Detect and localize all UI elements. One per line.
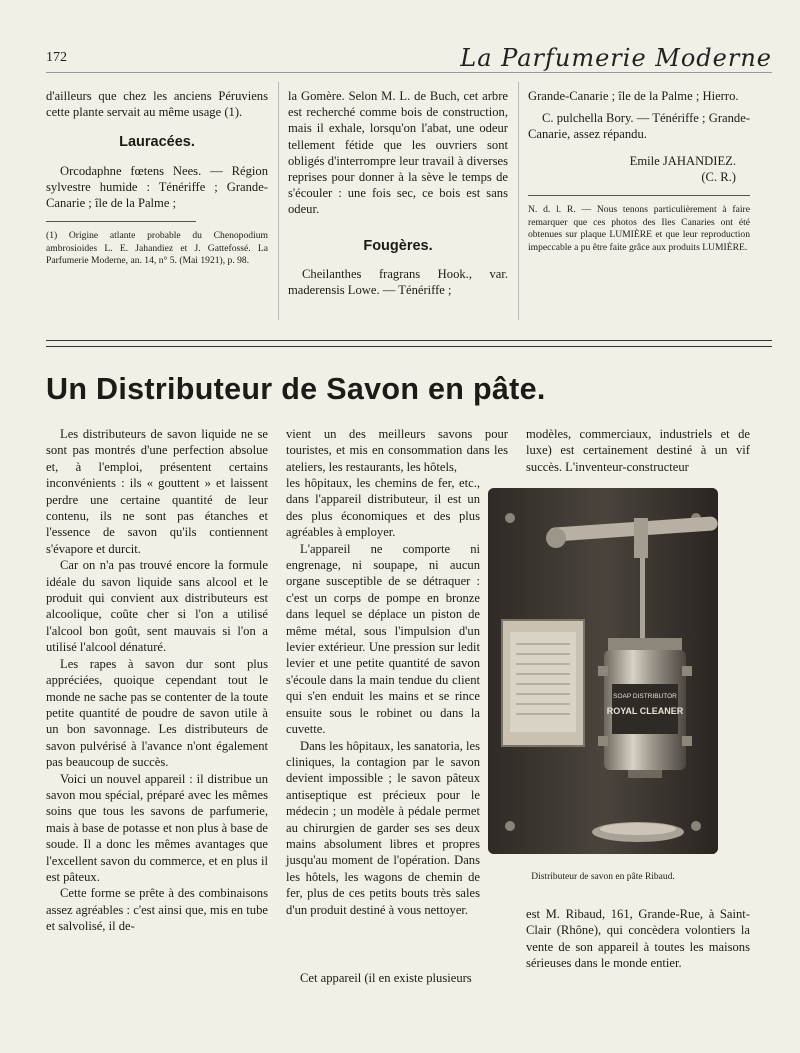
article-column-3 [526,426,750,475]
top-col2-paragraph-2: Cheilanthes fragrans Hook., var. maderensis Lowe. — Ténériffe ; [288,266,508,298]
soap-distributor-illustration [488,488,718,854]
article-column-2-top [286,426,508,475]
figure-caption: Distributeur de savon en pâte Ribaud. [531,872,675,882]
author-signature: Emile JAHANDIEZ. [629,153,736,168]
article-column-1 [46,426,268,935]
article-paragraph: Car on n'a pas trouvé encore la formule idéale du savon liquide sans alcool et le produit qui convient aux distributeurs est alcoolique, coûte cher si l'on a utilisé l'alcool bon goût, sent mauvais si l'on a utilisé l'alcool dénaturé. [46,558,268,655]
column-divider [518,82,519,320]
article-paragraph: vient un des meilleurs savons pour touristes, et mis en consommation dans les ateliers, les restaurants, les hôtels, [286,427,508,474]
top-column-1 [46,88,268,268]
top-column-3 [528,88,750,254]
column-divider [278,82,279,320]
top-col1-paragraph-2: Orcodaphne fœtens Nees. — Région sylvestre humide : Ténériffe ; Grande-Canarie ; île de la Palme ; [46,163,268,211]
top-column-2 [288,88,508,298]
article-column-3-bottom [526,906,750,972]
journal-masthead: La Parfumerie Moderne [460,44,772,72]
soap-distributor-photo [488,488,718,854]
article-paragraph: Cette forme se prête à des combinaisons assez agréables : c'est ainsi que, mis en tube et salvolisé, il de- [46,886,268,934]
author-initials: (C. R.) [701,169,736,184]
article-column-2 [286,475,480,918]
article-paragraph: modèles, commerciaux, industriels et de luxe) est certainement destiné à un vif succès. L'inventeur-constructeur [526,427,750,474]
editor-note: N. d. l. R. — Nous tenons particulièrement à faire remarquer que ces photos des Iles Canaries ont été obtenues sur plaque LUMIÈRE et que leur reproduction impeccable a pu être faite grâce aux produits LUMIÈRE. [528,204,750,253]
top-col1-paragraph: d'ailleurs que chez les anciens Péruviens cette plante servait au même usage (1). [46,89,268,120]
top-col2-paragraph: la Gomère. Selon M. L. de Buch, cet arbre est recherché comme bois de construction, mais il exhale, lorsqu'on l'abat, une odeur tellement fétide que les ouvriers sont obligés d'interrompre leur travail à diverses reprises pour donner à la sève le temps de s'écouler : une fois sec, ce bois est sans odeur. [288,89,508,217]
note-rule [528,195,750,196]
masthead-rule [46,72,772,73]
device-label-line1: SOAP DISTRIBUTOR [613,693,677,700]
article-paragraph: Voici un nouvel appareil : il distribue un savon mou spécial, préparé avec les mêmes soins que tous les savons de parfumerie, mais à base de potasse et non plus à base de soude. Il a donc les mêmes avantages que l'excellent savon du commerce, et en plus il est pâteux. [46,771,268,884]
device-label-line2: ROYAL CLEANER [606,706,684,716]
footnote: (1) Origine atlante probable du Chenopodium ambrosioides L. E. Jahandiez et J. Gattefossé. La Parfumerie Moderne, an. 14, n° 5. (Mai 1921), p. 98. [46,230,268,267]
page-number: 172 [46,50,67,65]
heading-fougeres: Fougères. [363,237,433,254]
article-paragraph: Cet appareil (il en existe plusieurs [300,971,472,985]
article-paragraph: Dans les hôpitaux, les sanatoria, les cliniques, la contagion par le savon devient impossible ; le savon pâteux antiseptique est précieux pour le médecin ; un modèle à pédale permet au chirurgien de garder ses ses deux mains absolument libres et propres jusqu'au moment de l'opération. Dans les hôtels, les wagons de chemin de fer, plus de ces petits bouts très sales d'un produit destiné à vous nettoyer. [286,738,480,917]
article-paragraph: Les rapes à savon dur sont plus appréciées, quoique cependant tout le monde ne sache pas se contenter de la toute petite quantité de poudre de savon utile à un bon savonnage. Les distributeurs de savon pulvérisé à l'avance n'ont également pas beaucoup de succès. [46,656,268,770]
article-paragraph: Les distributeurs de savon liquide ne se sont pas montrés d'une perfection absolue et, à l'emploi, présentent certains inconvénients : ils « gouttent » et laissent perdre une certaine quantité de leur contenu, ils ne sont pas étanches et l'essence de savon qu'ils contiennent s'évapore et durcit. [46,427,268,556]
article-paragraph: L'appareil ne comporte ni engrenage, ni soupape, ni aucun organe susceptible de se détraquer : c'est un corps de pompe en bronze dans lequel se déplace un piston de même métal, sous l'impulsion d'un levier extérieur. Une pression sur ledit levier et une petite quantité de savon s'écoule dans la main tendue du client qui s'en enduit les mains et se rince ensuite sous le robinet ou dans la cuvette. [286,541,480,737]
top-col3-paragraph: Grande-Canarie ; île de la Palme ; Hierro. [528,89,739,103]
article-paragraph: les hôpitaux, les chemins de fer, etc., dans l'appareil distributeur, il est un des plus économiques et des plus agréables à employer. [286,476,480,540]
top-col3-paragraph-2: C. pulchella Bory. — Ténériffe ; Grande-Canarie, assez répandu. [528,111,750,142]
heading-lauracees: Lauracées. [119,134,195,151]
article-title: Un Distributeur de Savon en pâte. [46,372,546,406]
article-column-2-bottom [286,970,508,986]
footnote-rule [46,221,196,222]
section-separator [46,340,772,347]
article-paragraph: est M. Ribaud, 161, Grande-Rue, à Saint-Clair (Rhône), qui concèdera volontiers la vente de son appareil à toutes les maisons sérieuses dans le monde entier. [526,907,750,971]
